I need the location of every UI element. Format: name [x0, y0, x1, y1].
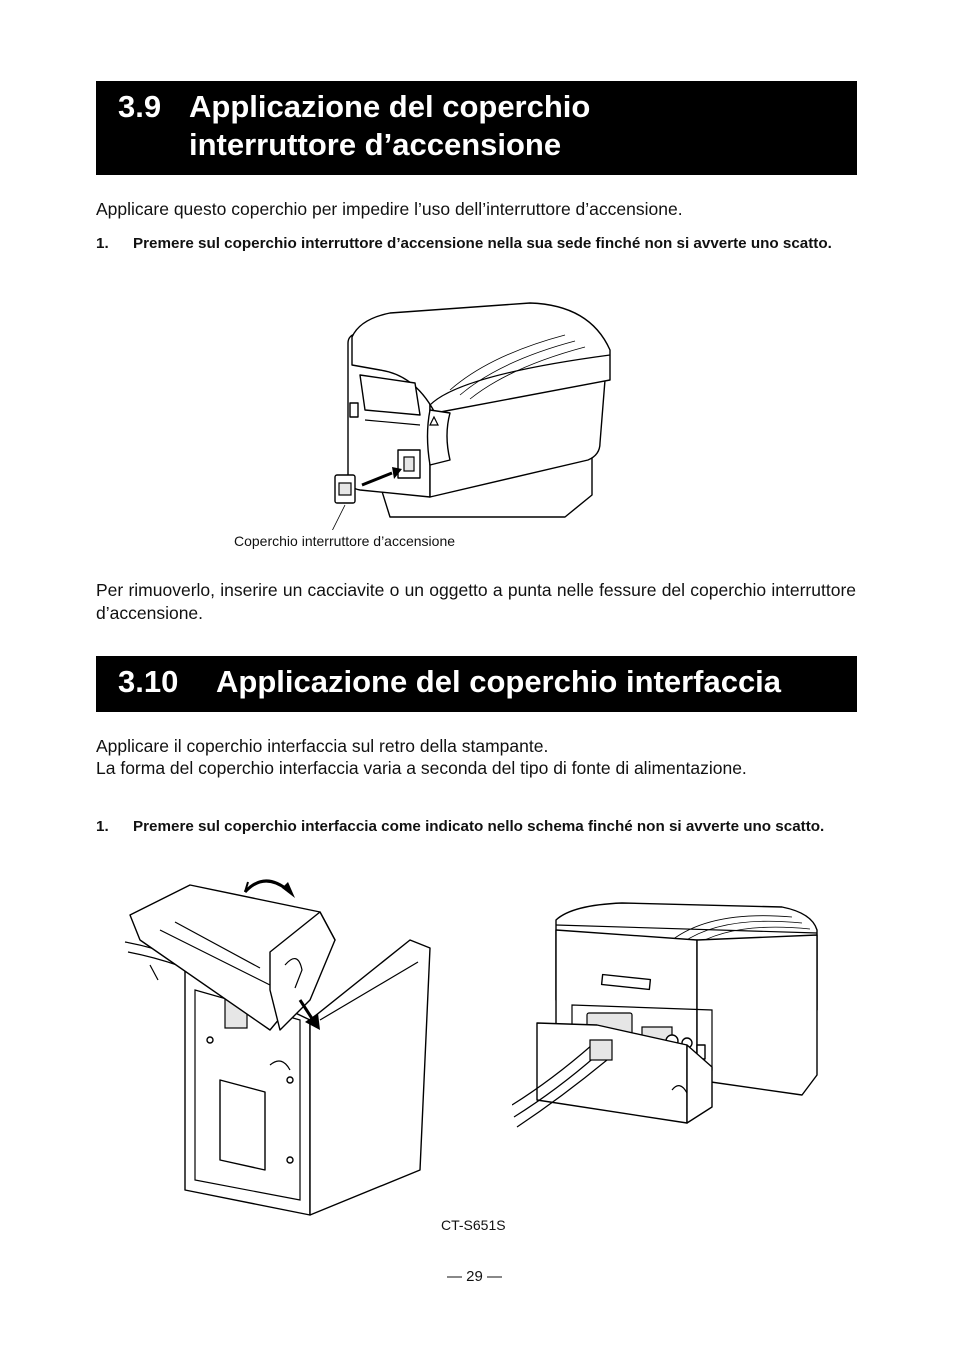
- section-10-intro-line-1: Applicare il coperchio interfaccia sul retro della stampante.: [96, 736, 549, 756]
- heading-line-1: Applicazione del coperchio: [189, 89, 591, 124]
- section-number: 3.9: [118, 89, 162, 124]
- section-3-10-heading: [96, 656, 857, 712]
- step-number: 1.: [96, 235, 109, 252]
- figure-caption-power-switch-cover: Coperchio interruttore d’accensione: [234, 533, 456, 549]
- power-switch-cover-illustration: [320, 295, 630, 530]
- heading-title: Applicazione del coperchio interfaccia: [216, 664, 782, 699]
- section-9-removal-instructions: Per rimuoverlo, inserire un cacciavite o un oggetto a punta nelle fessure del coperchio interruttore d’accensione.: [96, 580, 856, 623]
- step-text: Premere sul coperchio interruttore d’accensione nella sua sede finché non si avverte uno scatto.: [133, 235, 832, 252]
- section-number: 3.10: [118, 664, 179, 699]
- step-number: 1.: [96, 818, 109, 835]
- step-text: Premere sul coperchio interfaccia come indicato nello schema finché non si avverte uno scatto.: [133, 818, 825, 835]
- section-3-9-heading: [96, 81, 857, 175]
- section-9-intro: Applicare questo coperchio per impedire l’uso dell’interruttore d’accensione.: [96, 199, 683, 219]
- section-9-step-1: [96, 234, 856, 254]
- section-10-step-1: [96, 817, 856, 837]
- heading-line-2: interruttore d’accensione: [189, 127, 562, 162]
- printer-back-connectors-illustration: [512, 895, 822, 1145]
- section-10-intro-line-2: La forma del coperchio interfaccia varia a seconda del tipo di fonte di alimentazione.: [96, 758, 747, 778]
- interface-cover-attach-illustration: [120, 870, 450, 1220]
- page-number: — 29 —: [447, 1268, 503, 1285]
- figure-caption-model: CT-S651S: [441, 1217, 506, 1233]
